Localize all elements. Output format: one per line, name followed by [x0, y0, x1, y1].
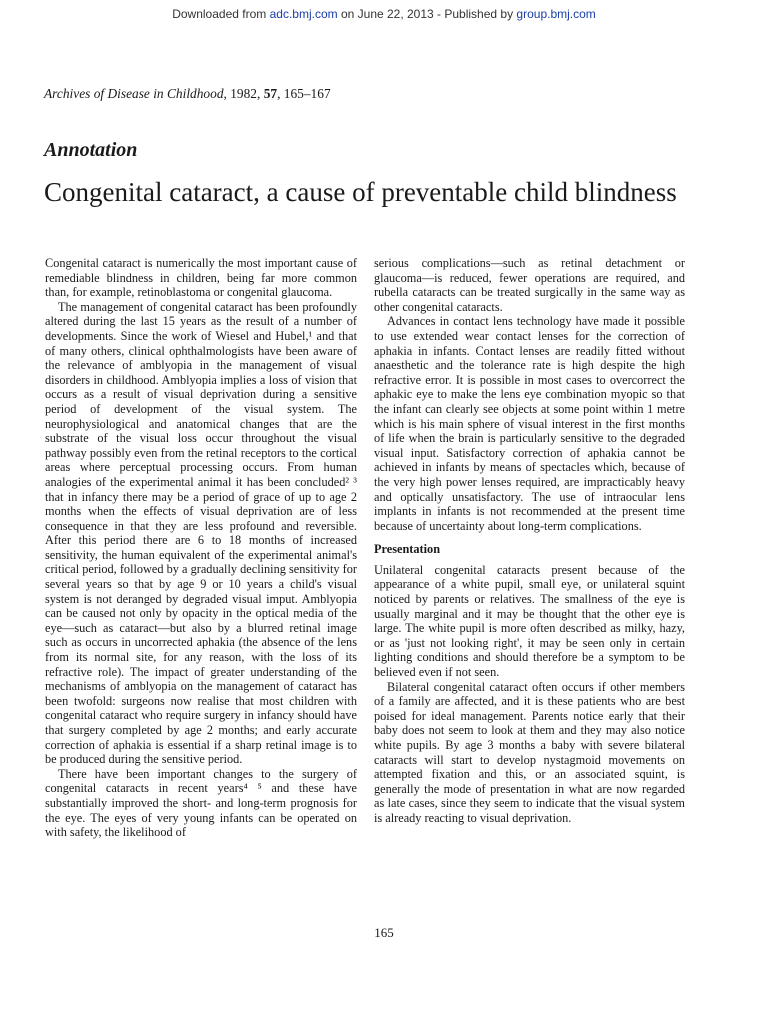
body-paragraph: Congenital cataract is numerically the most important cause of remediable blindness in children, being far more common than, for example, retinoblastoma or congenital glaucoma. — [45, 256, 357, 300]
banner-prefix: Downloaded from — [172, 7, 270, 21]
site-link[interactable]: adc.bmj.com — [269, 7, 338, 21]
body-paragraph: The management of congenital cataract has been profoundly altered during the last 15 years as the result of a number of developments. Since the work of Wiesel and Hubel,¹ and that of many others, clinical ophthalmologists have been aware of the relevance of amblyopia in the management of visual disorders in childhood. Amblyopia implies a loss of vision that occurs as a result of visual deprivation during a sensitive period of development of the visual system. The neurophysiological and anatomical changes that are the substrate of the visual loss occur throughout the visual pathway possibly even from the retinal receptors to the cortical areas where perceptual processing occurs. From human analogies of the experimental animal it has been concluded² ³ that in infancy there may be a period of grace of up to age 2 months when the effects of visual deprivation are of less consequence in that they are less profound and reversible. After this period there are 6 to 18 months of increased sensitivity, the human equivalent of the experimental animal's critical period, followed by a gradually declining sensitivity for several years so that by age 9 or 10 years a child's visual system is not deranged by degraded visual imput. Amblyopia can be caused not only by opacity in the optical media of the eye—such as cataract—but also by a blurred retinal image such as occurs in uncorrected aphakia (the absence of the lens from its normal site, for any reason, with the loss of its refractive role). The impact of greater understanding of the mechanisms of amblyopia on the management of cataract has been twofold: surgeons now realise that most children with congenital cataract who require surgery in infancy should have that surgery completed by age 2 months; and early accurate correction of aphakia is essential if a sharp retinal image is to be produced during the sensitive period. — [45, 299, 357, 767]
article-title: Congenital cataract, a cause of preventable child blindness — [44, 177, 677, 207]
section-label: Annotation — [44, 139, 138, 161]
body-paragraph: Advances in contact lens technology have made it possible to use extended wear contact lenses for the correction of aphakia in infants. Contact lenses are readily fitted without anaesthetic and the tolerance rate is high despite the high refractive error. It is possible in most cases to overcorrect the aphakic eye to make the lens eye combination myopic so that the infant can clearly see objects at some point within 1 metre which is his main sphere of visual interest in the first months of life when the brain is particularly sensitive to the degraded visual input. Satisfactory correction of aphakia cannot be achieved in infants by means of spectacles which, because of the very high power lenses required, are impracticably heavy and optically unsatisfactory. The use of intraocular lens implants in infants is not recommended at the present time because of uncertainty about long-term complications. — [374, 314, 685, 533]
journal-name: Archives of Disease in Childhood — [44, 86, 224, 101]
journal-citation — [44, 86, 331, 102]
journal-pages: , 165–167 — [277, 86, 331, 101]
right-column — [374, 256, 685, 826]
left-column — [45, 256, 357, 840]
publisher-link[interactable]: group.bmj.com — [516, 7, 596, 21]
presentation-heading: Presentation — [374, 542, 441, 557]
banner-middle: on June 22, 2013 - Published by — [337, 7, 517, 21]
journal-year: , 1982, — [223, 86, 264, 101]
journal-volume: 57 — [263, 86, 278, 101]
body-paragraph: Unilateral congenital cataracts present because of the appearance of a white pupil, small eye, or unilateral squint noticed by parents or relatives. The smallness of the eye is usually marginal and it may be thought that the other eye is large. The white pupil is more often described as milky, hazy, or as 'just not looking right', it may be seen only in certain lighting conditions and should therefore be a symptom to be believed even if not seen. — [374, 562, 685, 680]
download-banner — [0, 7, 768, 21]
body-paragraph: There have been important changes to the surgery of congenital cataracts in recent years⁴ ⁵ and these have substantially improved the short- and long-term prognosis for the eye. The eyes of very young infants can be operated on with safety, the likelihood of — [45, 766, 357, 840]
body-paragraph: serious complications—such as retinal detachment or glaucoma—is reduced, fewer operations are required, and rubella cataracts can be treated surgically in the same way as other congenital cataracts. — [374, 256, 685, 314]
page-number: 165 — [374, 925, 394, 940]
body-paragraph: Bilateral congenital cataract often occurs if other members of a family are affected, and it is these patients who are best poised for ideal management. Parents notice early that their baby does not seem to look at them and they may also notice white pupils. By age 3 months a baby with severe bilateral cataracts will start to develop nystagmoid movements on attempted fixation and this, or an associated squint, is generally the mode of presentation in what are now regarded as late cases, since they seem to indicate that the visual system is already reacting to visual deprivation. — [374, 679, 685, 825]
